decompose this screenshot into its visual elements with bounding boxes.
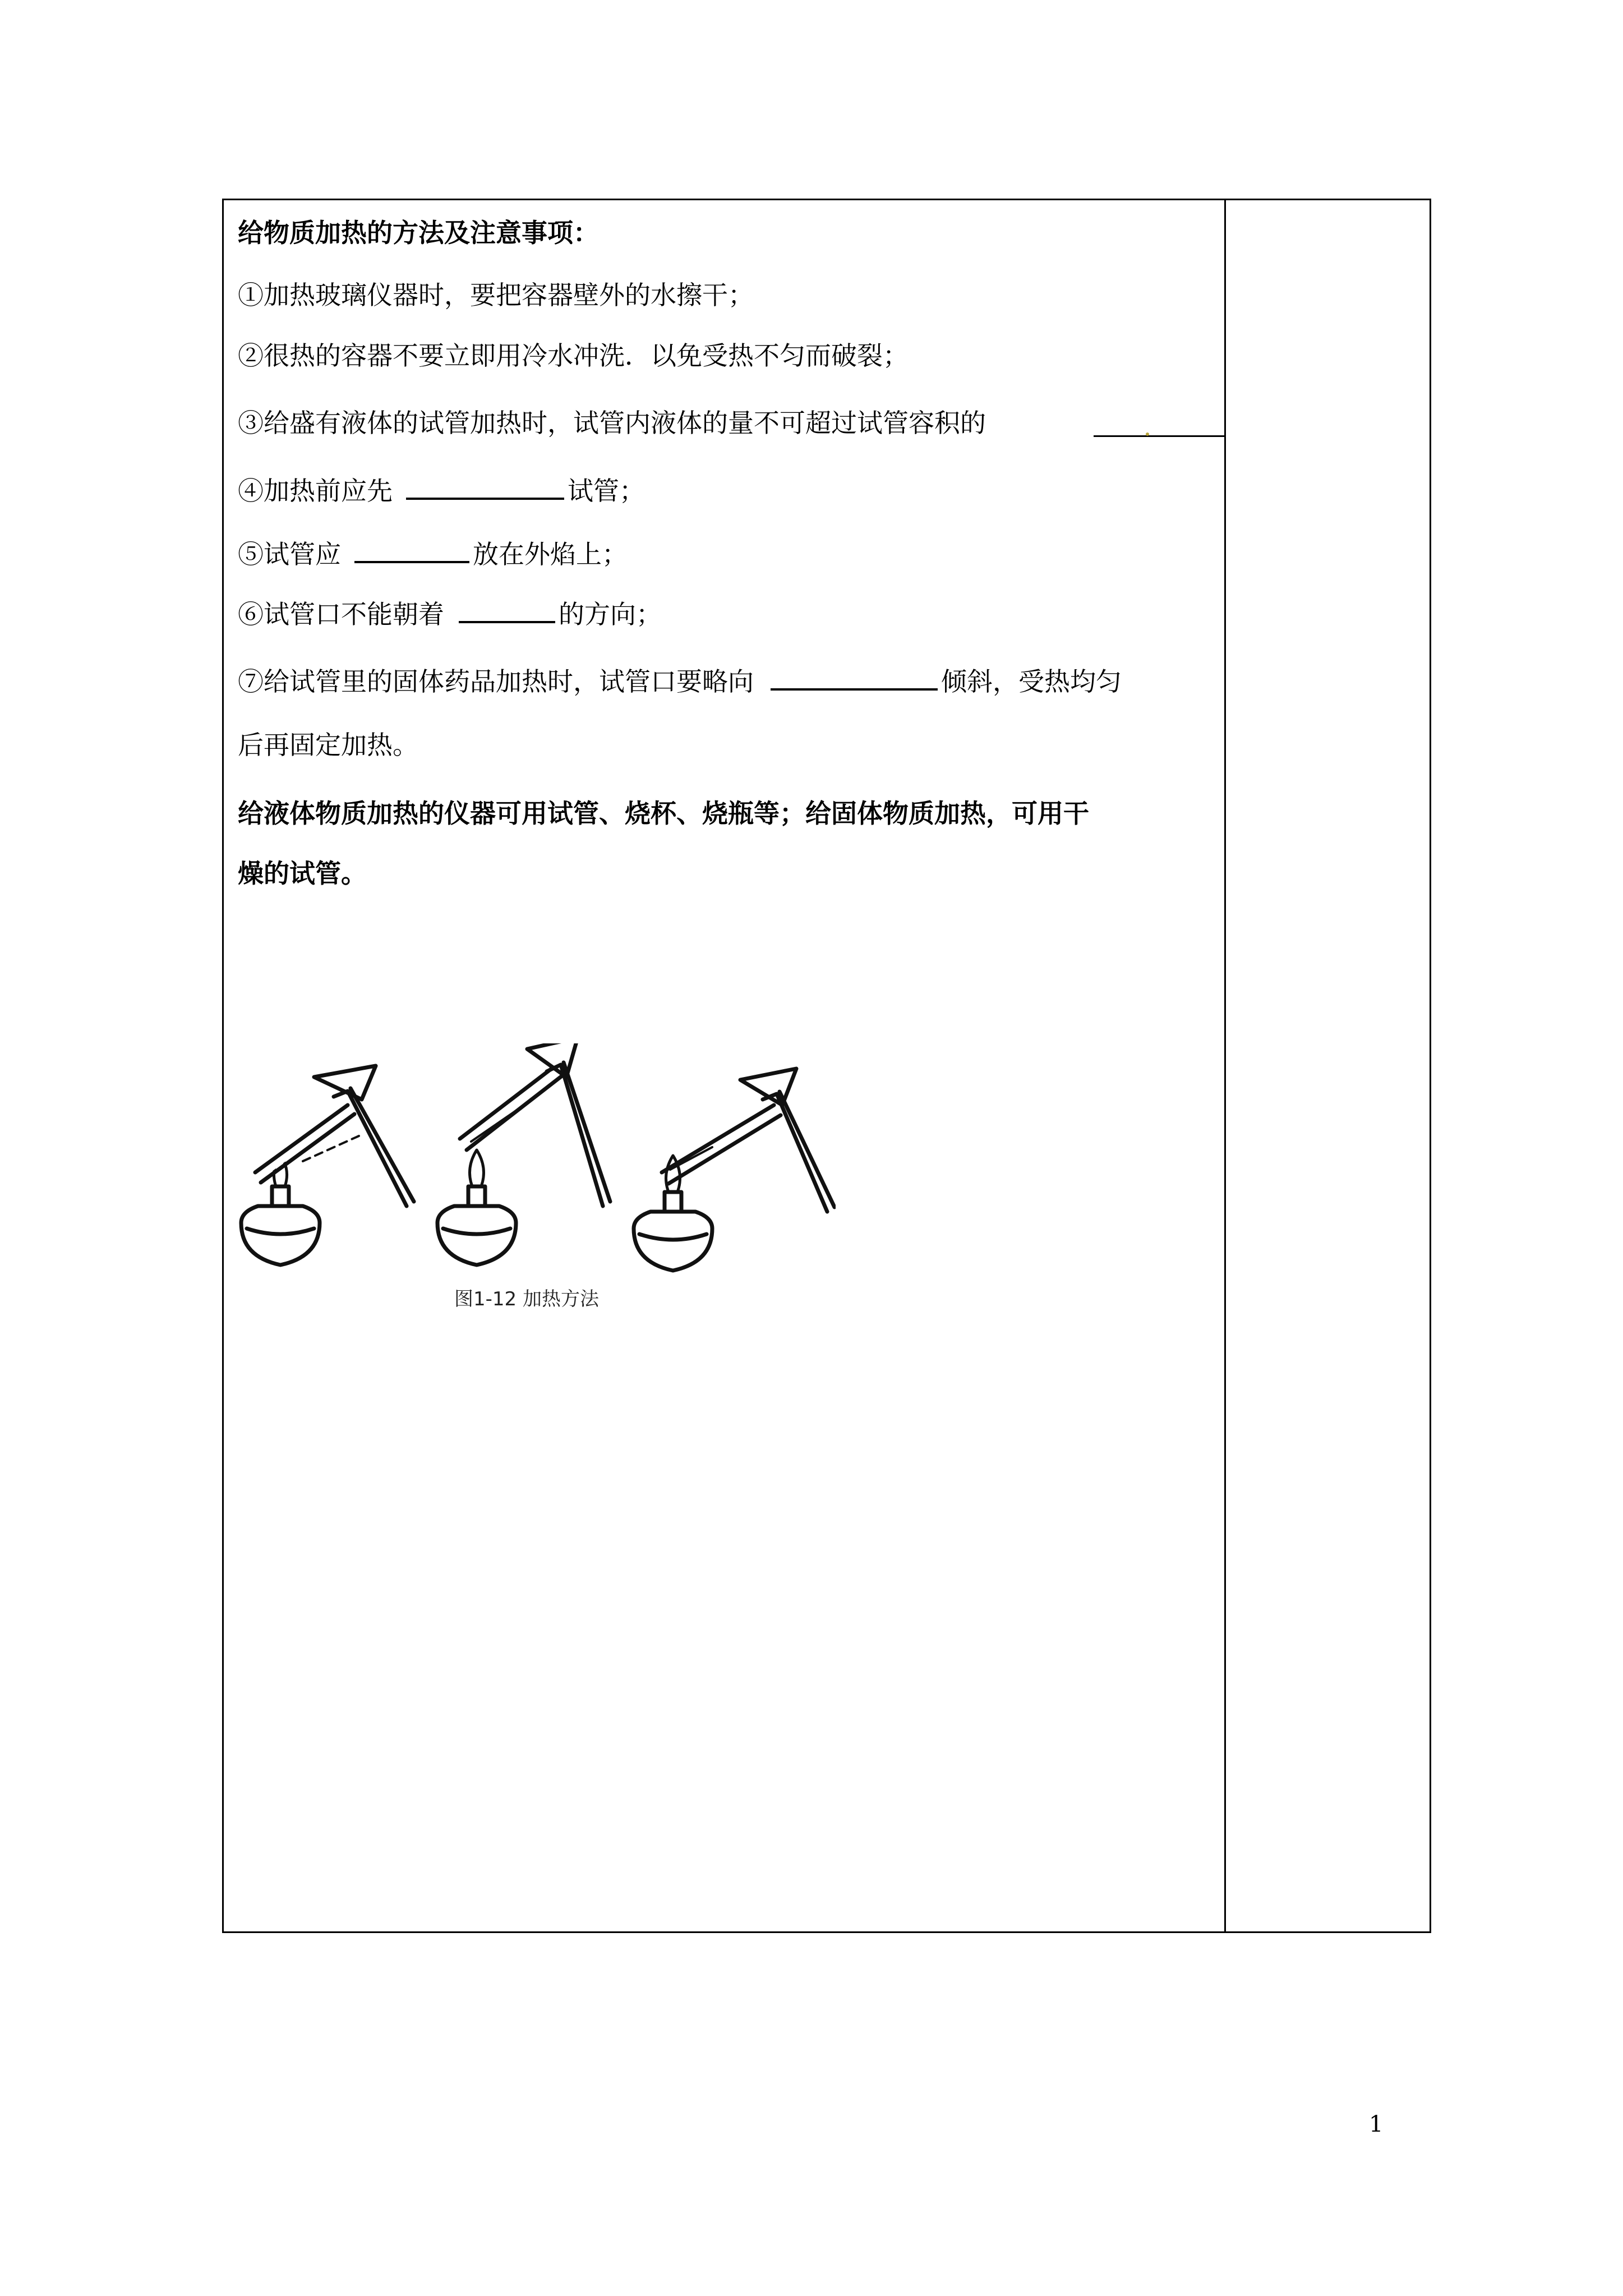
stray-dot [1146,427,1149,438]
alcohol-lamp-icon-3 [634,1069,834,1271]
fill-blank-4[interactable] [459,596,555,623]
item-4 [238,473,645,508]
item-1: ①加热玻璃仪器时，要把容器壁外的水擦干； [238,280,754,310]
fill-blank-2[interactable] [406,473,564,500]
page-number: 1 [1369,2111,1384,2137]
item-5-before: ⑤试管应 [238,539,341,569]
item-3-text: ③给盛有液体的试管加热时，试管内液体的量不可超过试管容积的 [238,408,986,438]
summary-line-1: 给液体物质加热的仪器可用试管、烧杯、烧瓶等；给固体物质加热，可用干 [238,798,1089,829]
alcohol-lamp-icon-1 [241,1066,414,1265]
item-3 [238,406,986,440]
fill-blank-5[interactable] [771,664,938,691]
item-7-continued: 后再固定加热。 [238,730,418,760]
column-divider [1224,199,1226,1933]
item-2: ②很热的容器不要立即用冷水冲洗．以免受热不匀而破裂； [238,341,909,371]
heating-method-illustration [236,1043,836,1307]
alcohol-lamp-icon-2 [437,1043,610,1265]
fill-blank-3[interactable] [354,536,469,563]
item-5-after: 放在外焰上； [473,539,628,569]
item-6-before: ⑥试管口不能朝着 [238,599,444,629]
item-5 [238,536,628,571]
item-7-after: 倾斜，受热均匀 [941,666,1122,697]
fill-blank-1[interactable] [1094,435,1224,437]
item-6 [238,596,662,631]
item-4-before: ④加热前应先 [238,476,393,506]
item-4-after: 试管； [568,476,645,506]
item-7 [238,664,1122,698]
item-7-before: ⑦给试管里的固体药品加热时，试管口要略向 [238,666,754,697]
item-6-after: 的方向； [559,599,662,629]
section-heading: 给物质加热的方法及注意事项： [238,218,599,248]
figure-caption: 图1-12 加热方法 [454,1288,599,1310]
summary-line-2: 燥的试管。 [238,858,367,889]
